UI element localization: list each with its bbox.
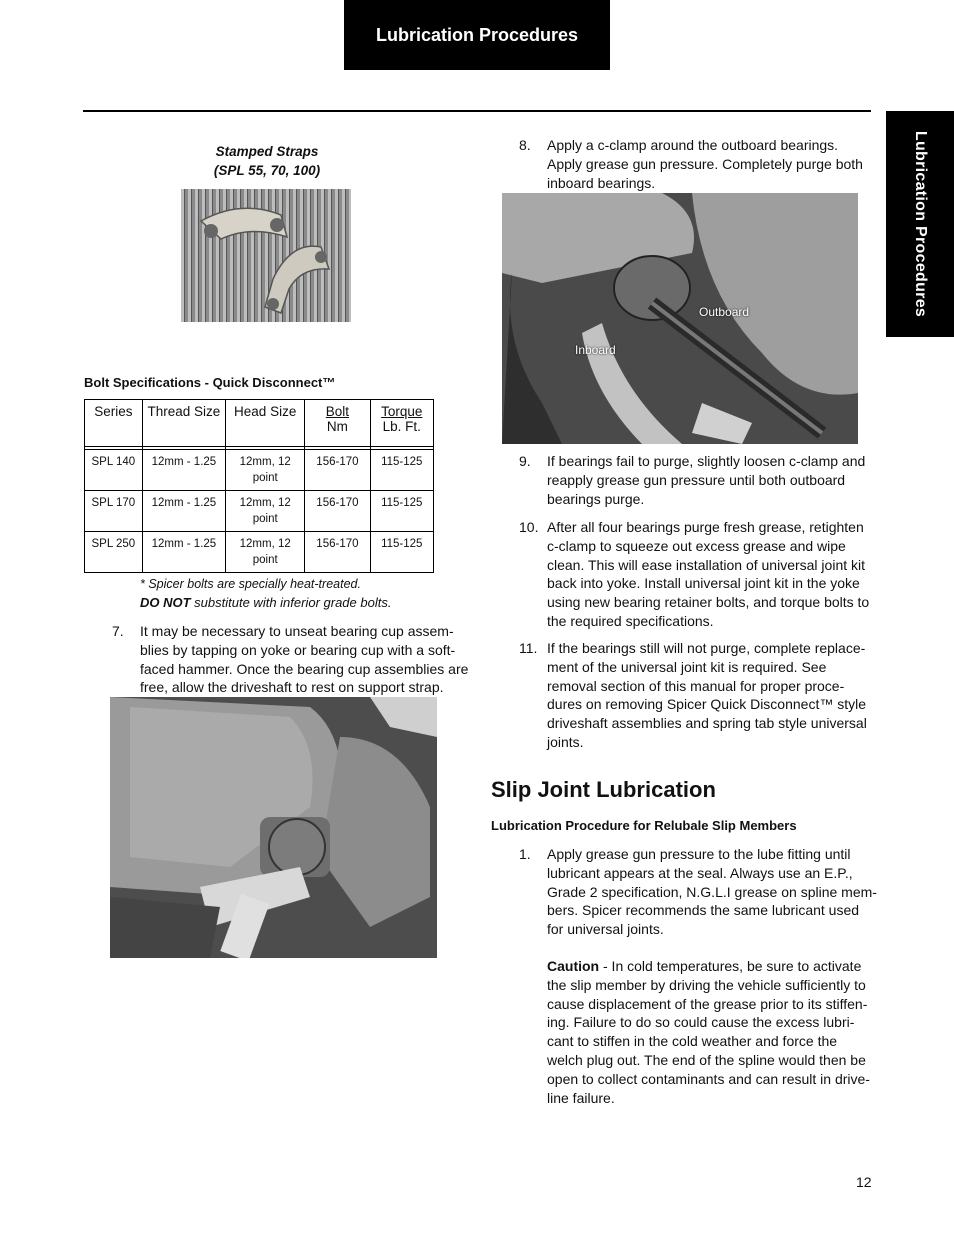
step8-line: Apply grease gun pressure. Completely purge both <box>547 155 863 172</box>
step11-number: 11. <box>519 640 538 656</box>
caution-line: open to collect contaminants and can result in drive- <box>547 1070 870 1087</box>
cell-head-line2: point <box>252 554 278 566</box>
cell-head-line2: point <box>252 472 278 484</box>
cell-torque: 115-125 <box>370 532 433 573</box>
bolt-specs-title: Bolt Specifications - Quick Disconnect™ <box>84 375 336 390</box>
step11-line: joints. <box>547 733 584 750</box>
step9-line: reapply grease gun pressure until both outboard <box>547 471 846 488</box>
cell-torque: 115-125 <box>370 491 433 532</box>
table-row <box>85 532 434 573</box>
cclamp-photo <box>502 193 858 444</box>
step8-text <box>547 136 872 192</box>
step10-line: using new bearing retainer bolts, and torque bolts to <box>547 594 870 611</box>
cell-series: SPL 140 <box>85 450 143 491</box>
slip-subheading: Lubrication Procedure for Relubale Slip Members <box>491 818 797 833</box>
slip-step1-number: 1. <box>519 846 531 862</box>
caution-line: line failure. <box>547 1089 615 1106</box>
step7-line: It may be necessary to unseat bearing cup assem- <box>140 623 454 639</box>
table-row <box>85 491 434 532</box>
cell-series: SPL 250 <box>85 532 143 573</box>
header-torque-line1: Torque <box>381 404 423 419</box>
bolt-note-line1: * Spicer bolts are specially heat-treated. <box>140 577 361 591</box>
cell-thread: 12mm - 1.25 <box>142 450 225 491</box>
cell-head-line1: 12mm, 12 <box>239 538 291 550</box>
step7-number: 7. <box>112 623 124 639</box>
cell-thread: 12mm - 1.25 <box>142 491 225 532</box>
step8-line: inboard bearings. <box>547 174 656 191</box>
cell-head-line1: 12mm, 12 <box>239 497 291 509</box>
step10-line: back into yoke. Install universal joint kit in the yoke <box>547 575 860 592</box>
header-title: Lubrication Procedures <box>375 24 579 45</box>
header-bolt-line2: Nm <box>326 419 348 434</box>
step11-line: driveshaft assemblies and spring tab style universal <box>547 715 867 732</box>
inboard-label: Inboard <box>575 343 616 357</box>
cell-head <box>226 491 305 532</box>
step9-line: If bearings fail to purge, slightly loosen c-clamp and <box>547 453 866 469</box>
side-tab-label: Lubrication Procedures <box>912 130 929 318</box>
header-head <box>226 400 305 447</box>
page-number: 12 <box>856 1174 872 1190</box>
header-rule <box>83 110 871 112</box>
header-tab <box>344 0 610 70</box>
step10-line: clean. This will ease installation of universal joint kit <box>547 556 866 573</box>
side-tab <box>886 111 954 337</box>
bolt-note-text: substitute with inferior grade bolts. <box>190 595 392 610</box>
bolt-note-line2 <box>140 595 391 610</box>
header-thread: Thread Size <box>142 400 225 447</box>
cell-bolt: 156-170 <box>305 450 370 491</box>
caution-line: the slip member by driving the vehicle sufficiently to <box>547 976 866 993</box>
step8-number: 8. <box>519 137 531 153</box>
table-row <box>85 450 434 491</box>
cell-torque: 115-125 <box>370 450 433 491</box>
step9-text <box>547 452 877 508</box>
step8-line: Apply a c-clamp around the outboard bearings. <box>547 137 839 153</box>
table-header-row <box>85 400 434 447</box>
cell-head-line2: point <box>252 513 278 525</box>
ujoint-photo <box>110 697 437 958</box>
step10-line: After all four bearings purge fresh grease, retighten <box>547 519 864 535</box>
step11-text <box>547 639 877 752</box>
slip-step1-line: for universal joints. <box>547 921 664 938</box>
step9-line: bearings purge. <box>547 490 645 507</box>
straps-caption <box>180 142 354 180</box>
header-head-label: Head Size <box>234 404 297 419</box>
step7-line: free, allow the driveshaft to rest on support strap. <box>140 679 444 696</box>
caution-line: welch plug out. The end of the spline would then be <box>547 1051 866 1068</box>
header-bolt <box>305 400 370 447</box>
step10-line: c-clamp to squeeze out excess grease and wipe <box>547 537 846 554</box>
step10-text <box>547 518 877 631</box>
cell-bolt: 156-170 <box>305 532 370 573</box>
step10-number: 10. <box>519 519 539 535</box>
slip-heading: Slip Joint Lubrication <box>491 777 716 802</box>
step9-number: 9. <box>519 453 531 469</box>
cell-series: SPL 170 <box>85 491 143 532</box>
cell-head-line1: 12mm, 12 <box>239 456 291 468</box>
caution-line: ing. Failure to do so could cause the excess lubri- <box>547 1014 855 1031</box>
bolt-note-bold: DO NOT <box>140 595 191 610</box>
cell-bolt: 156-170 <box>305 491 370 532</box>
bolt-specs-table <box>84 399 434 573</box>
caution-line: cant to stiffen in the cold weather and force the <box>547 1033 838 1050</box>
slip-step1-line: bers. Spicer recommends the same lubricant used <box>547 902 860 919</box>
header-torque <box>370 400 433 447</box>
caution-text <box>547 957 877 1107</box>
cell-thread: 12mm - 1.25 <box>142 532 225 573</box>
step11-line: dures on removing Spicer Quick Disconnect™ style <box>547 696 867 713</box>
step11-line: If the bearings still will not purge, complete replace- <box>547 640 866 656</box>
header-torque-line2: Lb. Ft. <box>382 419 421 434</box>
step10-line: the required specifications. <box>547 612 714 629</box>
slip-step1-text <box>547 845 877 939</box>
straps-caption-line2: (SPL 55, 70, 100) <box>213 163 321 178</box>
caution-first-line <box>547 957 877 976</box>
step7-line: blies by tapping on yoke or bearing cup with a soft- <box>140 641 456 658</box>
step11-line: ment of the universal joint kit is required. See <box>547 658 827 675</box>
cell-head <box>226 450 305 491</box>
caution-first: - In cold temperatures, be sure to activate <box>599 958 862 974</box>
header-bolt-line1: Bolt <box>325 404 350 419</box>
slip-step1-line: Grade 2 specification, N.G.L.I grease on spline mem- <box>547 883 877 900</box>
caution-line: cause displacement of the grease prior to its stiffen- <box>547 995 868 1012</box>
slip-step1-line: lubricant appears at the seal. Always use an E.P., <box>547 864 853 881</box>
step11-line: removal section of this manual for proper proce- <box>547 677 845 694</box>
step7-text <box>140 622 470 697</box>
header-series: Series <box>85 400 143 447</box>
slip-step1-line: Apply grease gun pressure to the lube fitting until <box>547 846 851 862</box>
straps-photo <box>181 189 351 322</box>
step7-line: faced hammer. Once the bearing cup assemblies are <box>140 660 469 677</box>
caution-label: Caution <box>547 958 600 974</box>
straps-caption-line1: Stamped Straps <box>215 144 319 159</box>
cell-head <box>226 532 305 573</box>
outboard-label: Outboard <box>699 305 750 319</box>
